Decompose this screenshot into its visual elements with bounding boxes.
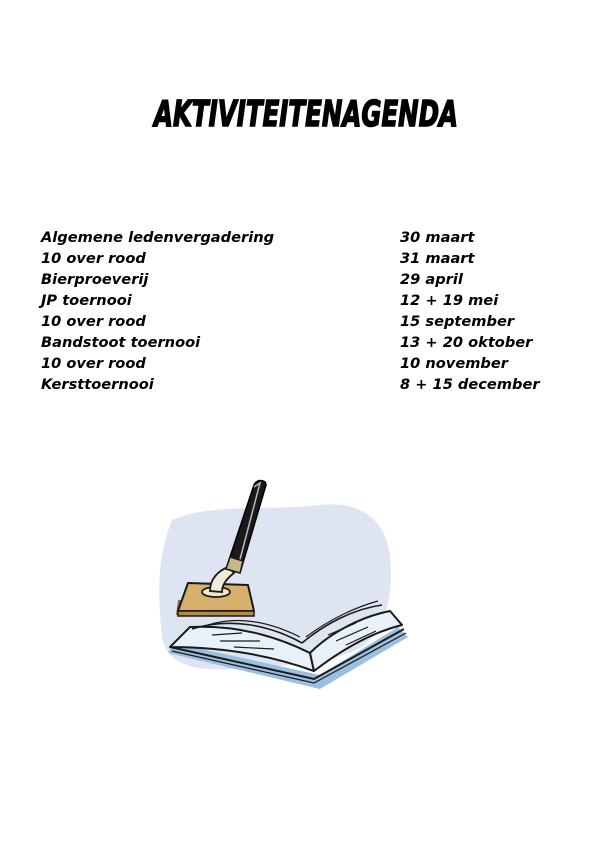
agenda-row — [41, 332, 581, 353]
activity-name: Algemene ledenvergadering — [41, 229, 275, 246]
pen-and-book-clipart — [150, 475, 415, 690]
agenda-row — [41, 353, 581, 374]
title-text: AKTIVITEITENAGENDA — [151, 94, 458, 135]
activity-name: Bierproeverij — [41, 271, 149, 288]
agenda-row — [41, 227, 581, 248]
activity-name: 10 over rood — [41, 355, 146, 372]
agenda-row — [41, 290, 581, 311]
activity-date: 30 maart — [400, 229, 475, 246]
activity-date: 13 + 20 oktober — [400, 334, 533, 351]
activity-date: 29 april — [400, 271, 463, 288]
activity-name: Kersttoernooi — [41, 376, 154, 393]
activity-date: 31 maart — [400, 250, 475, 267]
wordart-title — [150, 85, 462, 133]
activity-name: Bandstoot toernooi — [41, 334, 201, 351]
activity-name: 10 over rood — [41, 250, 146, 267]
page-title — [150, 85, 462, 133]
agenda-row — [41, 248, 581, 269]
agenda-row — [41, 269, 581, 290]
activity-date: 12 + 19 mei — [400, 292, 499, 309]
pen-and-open-book-icon — [150, 475, 415, 690]
activity-name: 10 over rood — [41, 313, 146, 330]
activity-date: 15 september — [400, 313, 515, 330]
activity-date: 8 + 15 december — [400, 376, 540, 393]
agenda-row — [41, 311, 581, 332]
activity-name: JP toernooi — [41, 292, 132, 309]
activity-list — [41, 227, 581, 395]
activity-date: 10 november — [400, 355, 508, 372]
agenda-row — [41, 374, 581, 395]
